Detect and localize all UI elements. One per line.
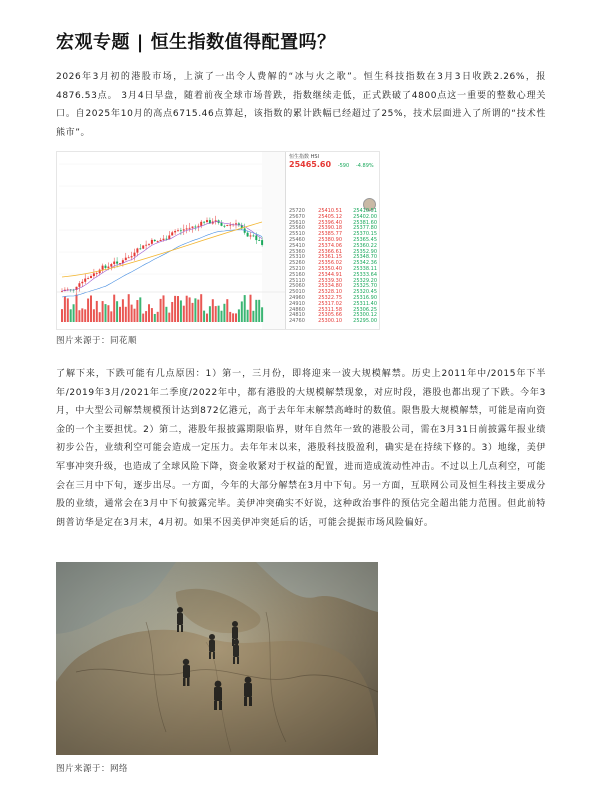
quote-cell: 24760	[289, 318, 305, 325]
quote-cell: 25460	[289, 236, 305, 243]
quote-cell: 25560	[289, 225, 305, 232]
volume-bar	[215, 306, 217, 322]
price-axis	[262, 152, 285, 329]
candle-body	[206, 220, 208, 222]
quote-cell: 25374.06	[318, 242, 342, 249]
quote-cell: 25305.66	[318, 312, 342, 319]
volume-bar	[200, 294, 202, 322]
candle-body	[119, 263, 121, 264]
volume-bar	[232, 313, 234, 322]
volume-bar	[84, 309, 86, 322]
volume-bar	[189, 297, 191, 322]
volume-bar	[218, 306, 220, 322]
volume-bar	[223, 304, 225, 322]
quote-price-value: 25465.60	[289, 159, 332, 169]
volume-bar	[128, 294, 130, 322]
quote-cell: 25334.80	[318, 283, 342, 290]
volume-bar	[252, 311, 254, 322]
candle-body	[96, 273, 98, 274]
volume-bar	[165, 307, 167, 322]
candle-body	[203, 222, 205, 223]
candle-body	[200, 222, 202, 226]
quote-cell: 25110	[289, 277, 305, 284]
volume-bar	[212, 299, 214, 322]
ma-line	[62, 222, 262, 291]
quote-panel	[285, 152, 380, 329]
volume-bar	[116, 301, 118, 322]
candle-body	[134, 253, 136, 257]
candle-body	[174, 231, 176, 232]
volume-bar	[119, 307, 121, 322]
candle-body	[125, 258, 127, 261]
quote-change: -590	[337, 162, 350, 169]
candle-body	[255, 236, 257, 241]
candle-body	[229, 225, 231, 226]
volume-bar	[194, 298, 196, 322]
quote-cell: 25385.77	[318, 231, 342, 238]
volume-bar	[241, 301, 243, 322]
quote-cell: 25360.22	[353, 242, 377, 249]
candle-body	[136, 248, 138, 252]
stock-chart-figure	[56, 151, 380, 330]
volume-bar	[93, 309, 95, 322]
quote-cell: 25010	[289, 289, 305, 296]
ma-line	[62, 230, 262, 297]
volume-bar	[226, 299, 228, 322]
quote-cell: 25338.11	[353, 265, 377, 272]
volume-bar	[206, 314, 208, 322]
quote-cell: 25210	[289, 265, 305, 272]
volume-bar	[105, 304, 107, 322]
candle-body	[194, 227, 196, 228]
volume-bar	[171, 302, 173, 322]
quote-cell: 25348.70	[353, 254, 377, 261]
volume-bar	[186, 296, 188, 322]
quote-cell: 25295.00	[353, 318, 377, 325]
candle-body	[84, 279, 86, 282]
volume-bar	[235, 313, 237, 322]
candle-body	[261, 240, 263, 245]
quote-price	[286, 161, 380, 171]
quote-cell: 24960	[289, 294, 305, 301]
quote-cell: 25402.00	[353, 213, 377, 220]
quote-cell: 25360	[289, 248, 305, 255]
candle-body	[258, 240, 260, 241]
candle-body	[128, 257, 130, 258]
volume-bar	[247, 310, 249, 322]
volume-bar	[209, 306, 211, 322]
quote-cell: 25060	[289, 283, 305, 290]
candle-body	[78, 283, 80, 287]
candle-body	[189, 228, 191, 229]
candle-body	[110, 264, 112, 267]
candle-body	[151, 240, 153, 244]
page-title: 宏观专题 | 恒生指数值得配置吗？	[56, 32, 336, 53]
candle-body	[165, 239, 167, 240]
volume-bar	[122, 299, 124, 322]
quote-cell: 25300.12	[353, 312, 377, 319]
quote-cell: 25325.70	[353, 283, 377, 290]
candle-body	[113, 262, 115, 265]
volume-bar	[125, 307, 127, 322]
quote-cell: 25410.51	[353, 208, 377, 214]
volume-bar	[81, 308, 83, 322]
quote-cell: 25366.61	[318, 248, 342, 255]
quote-cell: 25344.91	[318, 271, 342, 278]
volume-bar	[145, 311, 147, 322]
candle-body	[247, 233, 249, 237]
volume-bar	[136, 300, 138, 322]
volume-bar	[134, 309, 136, 322]
quote-row	[289, 318, 377, 324]
candle-body	[183, 229, 185, 230]
candle-body	[160, 240, 162, 241]
volume-bar	[102, 301, 104, 322]
volume-bar	[110, 311, 112, 322]
quote-cell: 25410.51	[318, 208, 342, 214]
quote-cell: 25316.90	[353, 294, 377, 301]
candle-body	[180, 230, 182, 231]
candle-body	[154, 240, 156, 241]
figure2-caption: 图片来源于：网络	[56, 764, 129, 774]
candle-body	[102, 266, 104, 270]
volume-bar	[76, 295, 78, 322]
volume-bar	[107, 305, 109, 322]
candle-body	[116, 262, 118, 264]
volume-bar	[250, 295, 252, 322]
candle-body	[131, 256, 133, 257]
quote-cell: 25329.20	[353, 277, 377, 284]
candle-body	[105, 266, 107, 268]
candle-body	[90, 276, 92, 278]
candle-body	[93, 273, 95, 276]
volume-bar	[64, 296, 66, 322]
quote-cell: 25350.40	[318, 265, 342, 272]
volume-bar	[258, 300, 260, 322]
volume-bar	[174, 296, 176, 322]
quote-cell: 25311.40	[353, 300, 377, 307]
volume-bar	[177, 296, 179, 322]
analysis-paragraph: 了解下来，下跌可能有几点原因：1）第一，三月份，即将迎来一波大规模解禁。历史上2011年中/2015年下半年/2019年3月/2021年二季度/2022年中，都有港股的大规模解禁现象，对应时段，港股也都出现了下跌。今年3月，中大型公司解禁规模预计达到872亿港元，高于去年年末解禁高峰时的数值。限售股大规模解禁，可能是南向资金的一个主要担忧。2）第二，港股年报披露期限临界，财年自然年一致的港股公司，需在3月31日前披露年报业绩初步公告，业绩利空可能会造成一定压力。去年年末以来，港股科技股盈利，确实是在持续下修的。3）地缘，美伊军事冲突升级，也造成了全球风险下降，资金收紧对于权益的配置，进而造成流动性冲击。不过以上几点利空，可能会在三月中下旬，逐步出尽。一方面，今年的大部分解禁在3月中下旬。另一方面，互联网公司及恒生科技主要成分股的业绩，通常会在3月中下旬披露完毕。美伊冲突确实不好说，这种政治事件的预估完全超出能力范围。但此前特朗普访华是定在3月末，4月初。如果不因美伊冲突延后的话，可能会提振市场风险偏好。	[56, 369, 546, 528]
volume-bar	[160, 299, 162, 322]
candle-body	[142, 245, 144, 248]
candle-body	[221, 223, 223, 226]
volume-bar	[255, 300, 257, 322]
volume-bar	[229, 312, 231, 322]
candle-body	[139, 248, 141, 249]
volume-bar	[151, 308, 153, 322]
volume-bar	[78, 310, 80, 322]
candle-body	[226, 225, 228, 226]
figure1-caption: 图片来源于：同花顺	[56, 336, 138, 346]
quote-cell: 25352.90	[353, 248, 377, 255]
candle-body	[235, 223, 237, 224]
volume-bar	[163, 295, 165, 322]
quote-cell: 25720	[289, 208, 305, 214]
quote-cell: 25377.80	[353, 225, 377, 232]
quote-cell: 25405.12	[318, 213, 342, 220]
volume-bar	[142, 314, 144, 322]
quote-cell: 25328.10	[318, 289, 342, 296]
candle-body	[163, 239, 165, 240]
candle-body	[148, 244, 150, 245]
quote-cell: 25670	[289, 213, 305, 220]
quote-cell: 24810	[289, 312, 305, 319]
candle-body	[171, 232, 173, 235]
quote-cell: 25510	[289, 231, 305, 238]
candle-body	[177, 230, 179, 231]
candle-body	[87, 278, 89, 279]
quote-cell: 25320.45	[353, 289, 377, 296]
volume-bar	[157, 312, 159, 322]
volume-bar	[90, 295, 92, 322]
candle-body	[252, 236, 254, 237]
candle-body	[107, 267, 109, 268]
volume-bar	[73, 304, 75, 322]
volume-bar	[148, 304, 150, 322]
volume-bar	[99, 312, 101, 322]
volume-bar	[113, 295, 115, 322]
candlestick-chart	[57, 152, 285, 329]
quote-cell: 25306.25	[353, 306, 377, 313]
quote-cell: 25310	[289, 254, 305, 261]
volume-bar	[131, 305, 133, 322]
volume-bar	[87, 299, 89, 322]
volume-bar	[67, 298, 69, 322]
volume-bar	[244, 295, 246, 322]
quote-cell: 25390.18	[318, 225, 342, 232]
quote-pct: -4.89%	[355, 162, 374, 169]
quote-cell: 24860	[289, 306, 305, 313]
quote-cell: 25300.10	[318, 318, 342, 325]
quote-cell: 25260	[289, 260, 305, 267]
candle-body	[145, 245, 147, 246]
volume-bar	[203, 311, 205, 322]
quote-cell: 25370.15	[353, 231, 377, 238]
volume-bar	[154, 314, 156, 322]
quote-cell: 25361.15	[318, 254, 342, 261]
candle-body	[250, 236, 252, 237]
candle-body	[186, 228, 188, 229]
candle-body	[192, 227, 194, 228]
volume-bar	[183, 306, 185, 322]
candle-body	[223, 226, 225, 227]
map-illustration	[56, 562, 378, 755]
volume-bar	[192, 303, 194, 322]
quote-cell: 25396.40	[318, 219, 342, 226]
volume-bar	[61, 309, 63, 322]
quote-cell: 25311.58	[318, 306, 342, 313]
volume-bar	[139, 297, 141, 322]
intro-paragraph: 2026年3月初的港股市场，上演了一出令人费解的“冰与火之歌”。恒生科技指数在3月3日收跌2.26%，报4876.53点。 3月4日早盘，随着前夜全球市场普跌，指数继续走低，正式跌破了4800点这一重要的整数心理关口。自2025年10月的高点6715.46点算起，该指数的累计跌幅已经超过了25%，技术层面进入了所谓的“技术性熊市”。	[56, 72, 546, 138]
volume-bar	[96, 301, 98, 322]
quote-cell: 25380.90	[318, 236, 342, 243]
quote-cell: 25333.64	[353, 271, 377, 278]
quote-cell: 25410	[289, 242, 305, 249]
volume-bar	[238, 309, 240, 322]
quote-cell: 25356.02	[318, 260, 342, 267]
quote-cell: 25339.30	[318, 277, 342, 284]
quote-cell: 25317.02	[318, 300, 342, 307]
volume-bar	[168, 313, 170, 322]
quote-cell: 25381.60	[353, 219, 377, 226]
volume-bar	[180, 300, 182, 322]
quote-cell: 25342.36	[353, 260, 377, 267]
quote-cell: 25160	[289, 271, 305, 278]
volume-bar	[261, 307, 263, 322]
quote-cell: 25365.45	[353, 236, 377, 243]
candle-body	[81, 282, 83, 283]
quote-cell: 25322.75	[318, 294, 342, 301]
candle-body	[157, 241, 159, 242]
map-photo	[56, 562, 378, 755]
quote-header: 恒生指数 HSI	[289, 154, 319, 160]
quote-cell: 24910	[289, 300, 305, 307]
volume-bar	[197, 300, 199, 322]
candle-body	[197, 226, 199, 227]
volume-bar	[70, 309, 72, 322]
quote-rows	[289, 208, 377, 324]
quote-cell: 25610	[289, 219, 305, 226]
volume-bar	[221, 311, 223, 322]
